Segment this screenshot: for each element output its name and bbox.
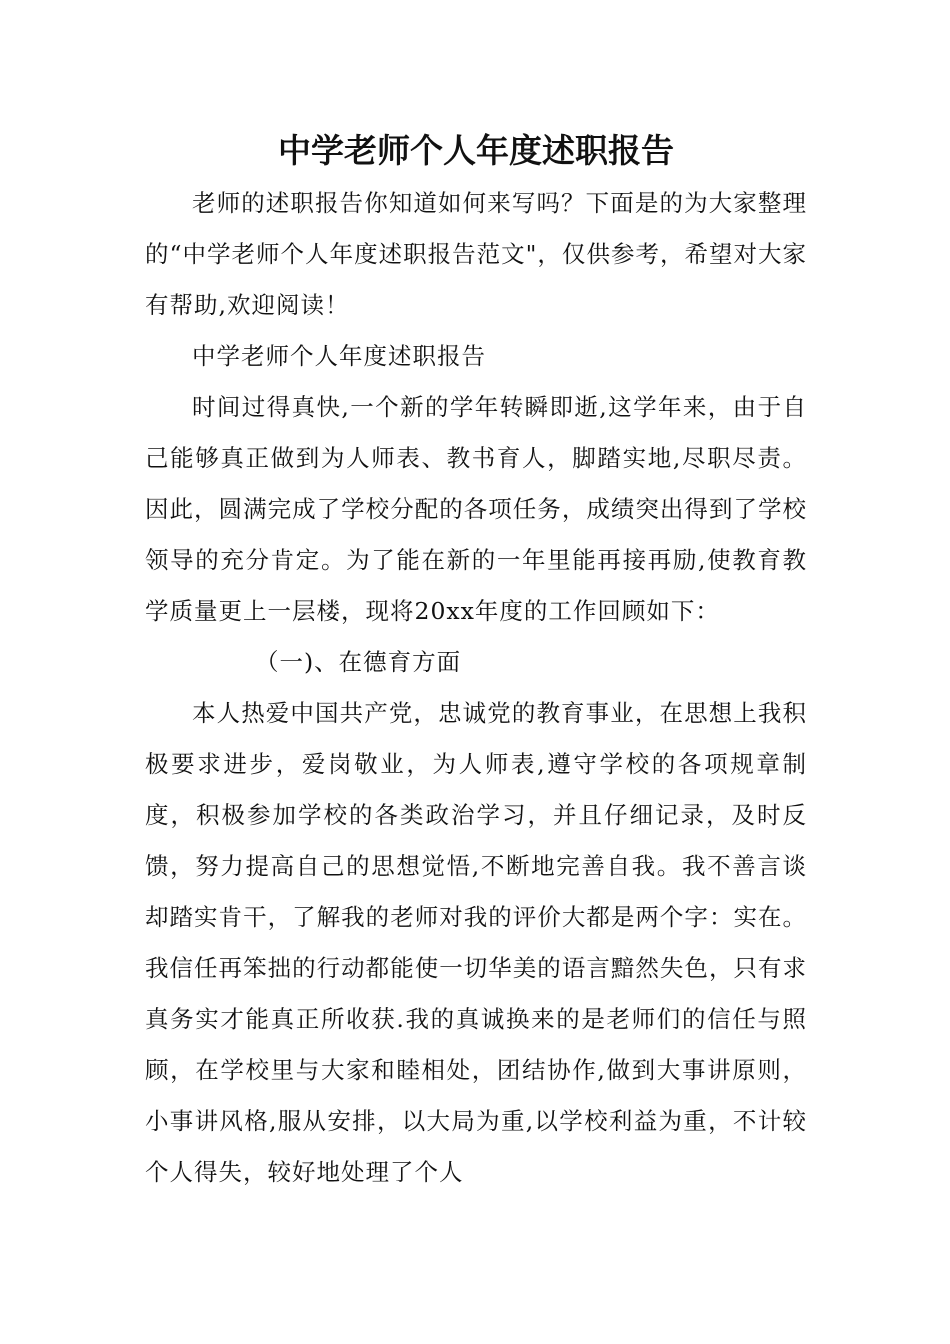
intro-paragraph: 老师的述职报告你知道如何来写吗？下面是的为大家整理的“中学老师个人年度述职报告范文"，仅供参考，希望对大家有帮助,欢迎阅读！	[145, 189, 807, 319]
subtitle-line: 中学老师个人年度述职报告	[192, 342, 486, 370]
body-paragraph-2: 本人热爱中国共产党，忠诚党的教育事业，在思想上我积极要求进步，爱岗敬业，为人师表,遵守学校的各项规章制度，积极参加学校的各类政治学习，并且仔细记录，及时反馈，努力提高自己的思想觉悟,不断地完善自我。我不善言谈却踏实肯干，了解我的老师对我的评价大都是两个字：实在。我信任再笨拙的行动都能使一切华美的语言黯然失色，只有求真务实才能真正所收获.我的真诚换来的是老师们的信任与照顾，在学校里与大家和睦相处，团结协作,做到大事讲原则，小事讲风格,服从安排，以大局为重,以学校利益为重，不计较个人得失，较好地处理了个人	[145, 699, 807, 1186]
body-paragraph-1: 时间过得真快,一个新的学年转瞬即逝,这学年来，由于自己能够真正做到为人师表、教书育人，脚踏实地,尽职尽责。因此，圆满完成了学校分配的各项任务，成绩突出得到了学校领导的充分肯定。为了能在新的一年里能再接再励,使教育教学质量更上一层楼，现将20xx年度的工作回顾如下：	[145, 393, 807, 625]
section-heading-moral: （一)、在德育方面	[255, 648, 462, 676]
document-title: 中学老师个人年度述职报告	[278, 131, 674, 170]
document-page	[145, 126, 807, 1198]
